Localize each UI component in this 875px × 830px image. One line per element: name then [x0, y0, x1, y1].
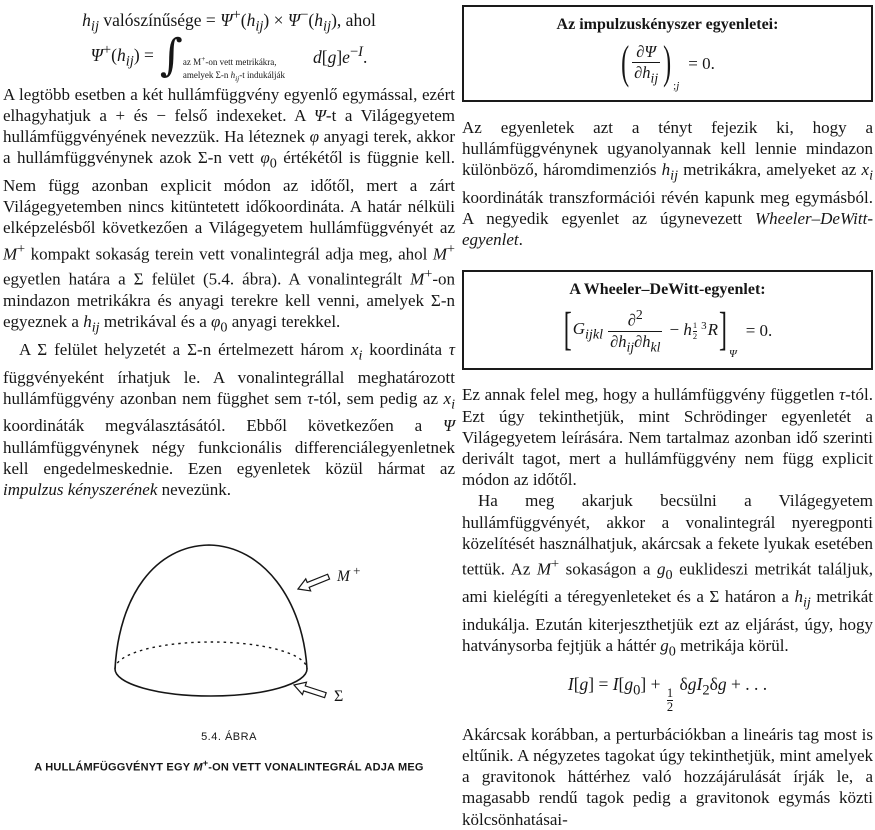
open-paren: (	[621, 38, 630, 90]
equals-zero: = 0.	[688, 54, 715, 74]
base-front-rim	[115, 669, 307, 696]
dome-figure	[3, 530, 455, 726]
dome-outline	[115, 545, 307, 669]
formula-lhs: $\Psi^+(h_{ij})$ =	[90, 41, 154, 70]
right-paragraph-4: Akárcsak korábban, a perturbációkban a lineáris tag most is eltűnik. A négyzetes tagokat úgy tekinthetjük, mint amelyek a gravitonok háttérhez való hozzájárulását írják le, a magasabb rendű tagok pedig a gravitonok egymás közti kölcsönhatásai-	[462, 724, 873, 829]
left-column	[3, 0, 455, 774]
fraction-numerator: ∂Ψ	[636, 42, 657, 61]
integral-limit-line1: az M+-on vett metrikákra,	[182, 54, 277, 68]
right-paragraph-1: Az egyenletek azt a tényt fejezik ki, hogy a hullámfüggvénynek ugyanolyannak kell lennie mindazon különböző, háromdimenziós $h_{ij}$ metrikákra, amelyeket az $x_i$ koordináták transzformációi révén kapunk meg egymásból. A negyedik egyenlet az úgynevezett Wheeler–DeWitt-egyenlet.	[462, 117, 873, 249]
formula-line-2	[3, 30, 455, 83]
formula-rhs: $d[g]e^{-I}$.	[313, 44, 368, 67]
figure-caption-number: 5.4. ÁBRA	[201, 731, 257, 744]
equals-zero: = 0.	[745, 321, 773, 341]
impulse-fraction	[632, 42, 660, 87]
wheeler-dewitt-box	[462, 270, 873, 370]
fraction-denominator: $\partial h_{ij}$	[634, 62, 659, 86]
impulse-box-title: Az impulzuskényszer egyenletei:	[556, 16, 779, 33]
close-paren: )	[663, 38, 672, 90]
action-expansion-formula: $I[g] = I[g_0]$ + $\frac{1}{2}$ δgI$_2$δg + . . .	[567, 673, 768, 714]
wheeler-fraction	[608, 307, 662, 355]
integral-sign: ∫	[159, 30, 183, 82]
integral-limits	[183, 54, 285, 83]
figure-5-4	[3, 530, 455, 726]
prefactor: $G_{ijkl}$	[572, 319, 604, 343]
formula-line-1: $h_{ij}$ valószínűsége = $\Psi^+(h_{ij}) \times \Psi^-(h_{ij})$, ahol	[82, 7, 376, 35]
arrow-to-sigma-icon	[292, 679, 327, 702]
close-bracket: ]	[718, 305, 727, 357]
wheeler-box-formula	[472, 305, 863, 361]
right-paragraph-3: Ha meg akarjuk becsülni a Világegyetem hullámfüggvényét, akkor a vonalintegrál nyeregponti közelítését használhatjuk, akárcsak a fekete lyukak esetében tettük. Az M+ sokaságon a $g_0$ euklideszi metrikát találjuk, ami kielégíti a téregyenleteket és a Σ határon a $h_{ij}$ metrikát indukálja. Ezután kiterjeszthetjük ezt az eljárást, úgy, hogy hatványsorba fejtjük a háttér $g_0$ metrikája körül.	[462, 491, 873, 660]
outer-subscript: Ψ	[728, 348, 737, 361]
impulse-constraint-box	[462, 5, 873, 102]
sigma-label: Σ	[334, 688, 344, 706]
figure-caption-text: A HULLÁMFÜGGVÉNYT EGY M+-ON VETT VONALINTEGRÁL ADJA MEG	[34, 758, 424, 774]
right-paragraph-2: Ez annak felel meg, hogy a hullámfüggvény független τ-tól. Ezt úgy tekinthetjük, mint Schrödinger egyenletét a Világegyetem leírására. Nem tartalmaz azonban idő szerinti derivált tagot, mert a hullámfüggvény nem függ explicit módon az időtől.	[462, 385, 873, 490]
right-column	[462, 0, 873, 830]
left-paragraph-1: A legtöbb esetben a két hullámfüggvény egyenlő egymással, ezért elhagyhatjuk a + és − felső indexeket. A Ψ-t a Világegyetem hullámfüggvényének nevezzük. Ha léteznek φ anyagi terek, akkor a hullámfüggvénynek azok Σ-n vett $\varphi_0$ értékétől is függnie kell. Nem függ azonban explicit módon az időtől, mert a zárt Világegyetemben nincs kitüntetett időkoordináta. A határ nélküli elképzelésből következően a Világegyetem hullámfüggvényét az M+ kompakt sokaság terein vett vonalintegrál adja meg, ahol M+ egyetlen határa a Σ felület (5.4. ábra). A vonalintegrált M+-on mindazon metrikákra és anyagi terekre kell venni, amelyek Σ-n egyeznek a $h_{ij}$ metrikával és a $\varphi_0$ anyagi terekkel.	[3, 84, 455, 336]
arrow-to-manifold-icon	[296, 571, 331, 595]
impulse-box-formula	[472, 38, 863, 92]
manifold-label: M +	[337, 563, 361, 586]
probability-formula	[3, 0, 455, 83]
fraction-denominator: $\partial h_{ij}\partial h_{kl}$	[610, 331, 661, 354]
wheeler-box-title: A Wheeler–DeWitt-egyenlet:	[569, 281, 766, 299]
left-paragraph-2: A Σ felület helyzetét a Σ-n értelmezett három $x_i$ koordináta τ függvényeként írhatjuk le. A vonalintegrállal meghatározott hullámfüggvény azonban nem függhet sem τ-tól, sem pedig az $x_i$ koordináták megválasztásától. Ebből következően a Ψ hullámfüggvénynek négy funkcionális differenciálegyenletnek kell engedelmeskednie. Ezen egyenletek közül hármat az impulzus kényszerének nevezünk.	[3, 340, 456, 500]
outer-subscript: ;j	[673, 79, 680, 92]
curvature-term: − h $\frac{1}{2}$ $^3$R	[669, 320, 718, 342]
open-bracket: [	[563, 305, 572, 357]
fraction-numerator: ∂$^2$	[627, 307, 643, 330]
base-back-rim-dashed	[115, 642, 307, 669]
integral-limit-line2: amelyek Σ-n $h_{ij}-t$ indukálják	[182, 69, 285, 83]
